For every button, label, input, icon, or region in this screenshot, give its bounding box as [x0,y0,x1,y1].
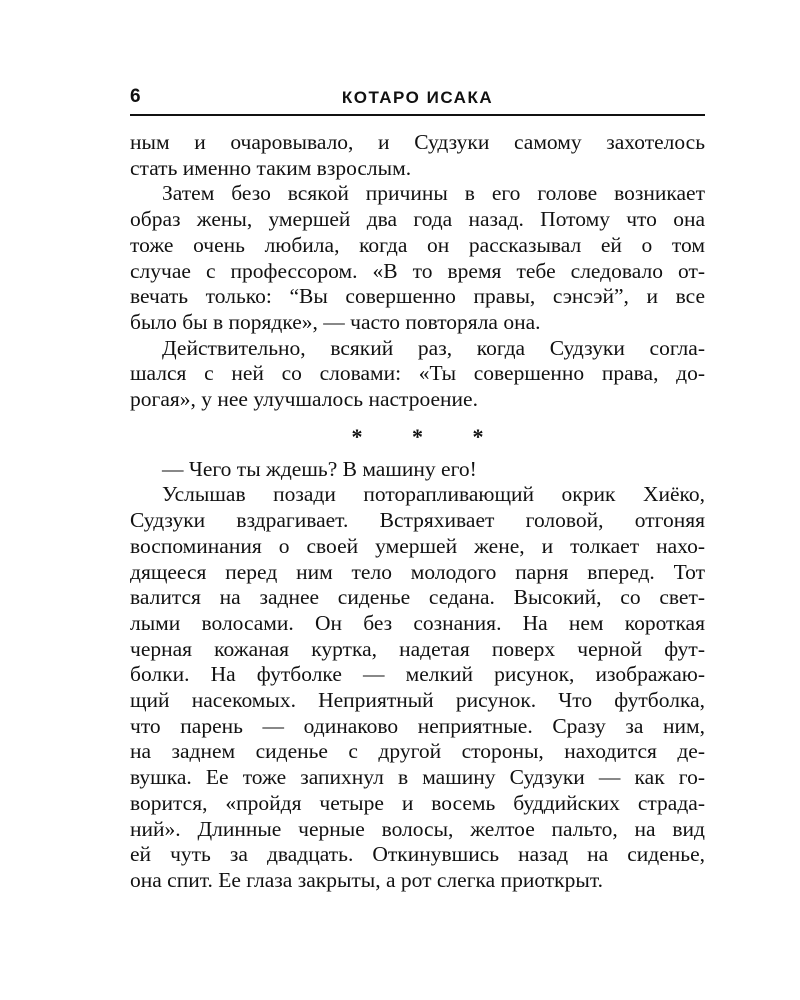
text-line: случае с профессором. «В то время тебе следовало от- [130,258,705,283]
text-line: тоже очень любила, когда он рассказывал ей о том [130,232,705,257]
page-number: 6 [130,86,142,107]
text-line: — Чего ты ждешь? В машину его! [162,456,477,481]
text-line: дящееся перед ним тело молодого парня вперед. Тот [130,559,705,584]
text-line: что парень — одинаково неприятные. Сразу за ним, [130,713,705,738]
text-line: на заднем сиденье с другой стороны, находится де- [130,739,705,764]
page-header [130,84,705,116]
text-line: Затем безо всякой причины в его голове возникает [162,181,705,206]
text-line: стать именно таким взрослым. [130,155,412,180]
text-line: болки. На футболке — мелкий рисунок, изображаю- [130,662,705,687]
text-line: вечать только: “Вы совершенно правы, сэнсэй”, и все [130,284,705,309]
text-line: шался с ней со словами: «Ты совершенно права, до- [130,361,705,386]
text-line: вушка. Ее тоже запихнул в машину Судзуки — как го- [130,765,705,790]
paragraph [130,482,705,893]
text-line: было бы в порядке», — часто повторяла она. [130,309,541,334]
text-line: она спит. Ее глаза закрыты, а рот слегка приоткрыт. [130,867,603,892]
paragraph [130,181,705,335]
body-text [130,130,705,894]
paragraph [130,336,705,413]
text-line: ным и очаровывало, и Судзуки самому захотелось [130,130,705,154]
text-line: Действительно, всякий раз, когда Судзуки согла- [162,335,705,360]
text-line: черная кожаная куртка, надетая поверх черной фут- [130,636,705,661]
text-line: образ жены, умершей два года назад. Потому что она [130,207,705,232]
text-line: валится на заднее сиденье седана. Высокий, со свет- [130,585,705,610]
text-line: щий насекомых. Неприятный рисунок. Что футболка, [130,688,705,713]
paragraph-continuation [130,130,705,181]
text-line: Судзуки вздрагивает. Встряхивает головой, отгоняя [130,508,705,533]
text-line: воспоминания о своей умершей жене, и толкает нахо- [130,533,705,558]
dialogue-line [130,457,705,483]
running-title: КОТАРО ИСАКА [341,88,494,107]
text-line: ний». Длинные черные волосы, желтое пальто, на вид [130,816,705,841]
text-line: ворится, «пройдя четыре и восемь буддийских страда- [130,790,705,815]
text-line: ей чуть за двадцать. Откинувшись назад на сиденье, [130,842,705,867]
text-line: лыми волосами. Он без сознания. На нем короткая [130,610,705,635]
section-separator: * * * [351,423,506,449]
text-line: рогая», у нее улучшалось настроение. [130,387,478,412]
text-line: Услышав позади поторапливающий окрик Хиёко, [162,482,705,507]
